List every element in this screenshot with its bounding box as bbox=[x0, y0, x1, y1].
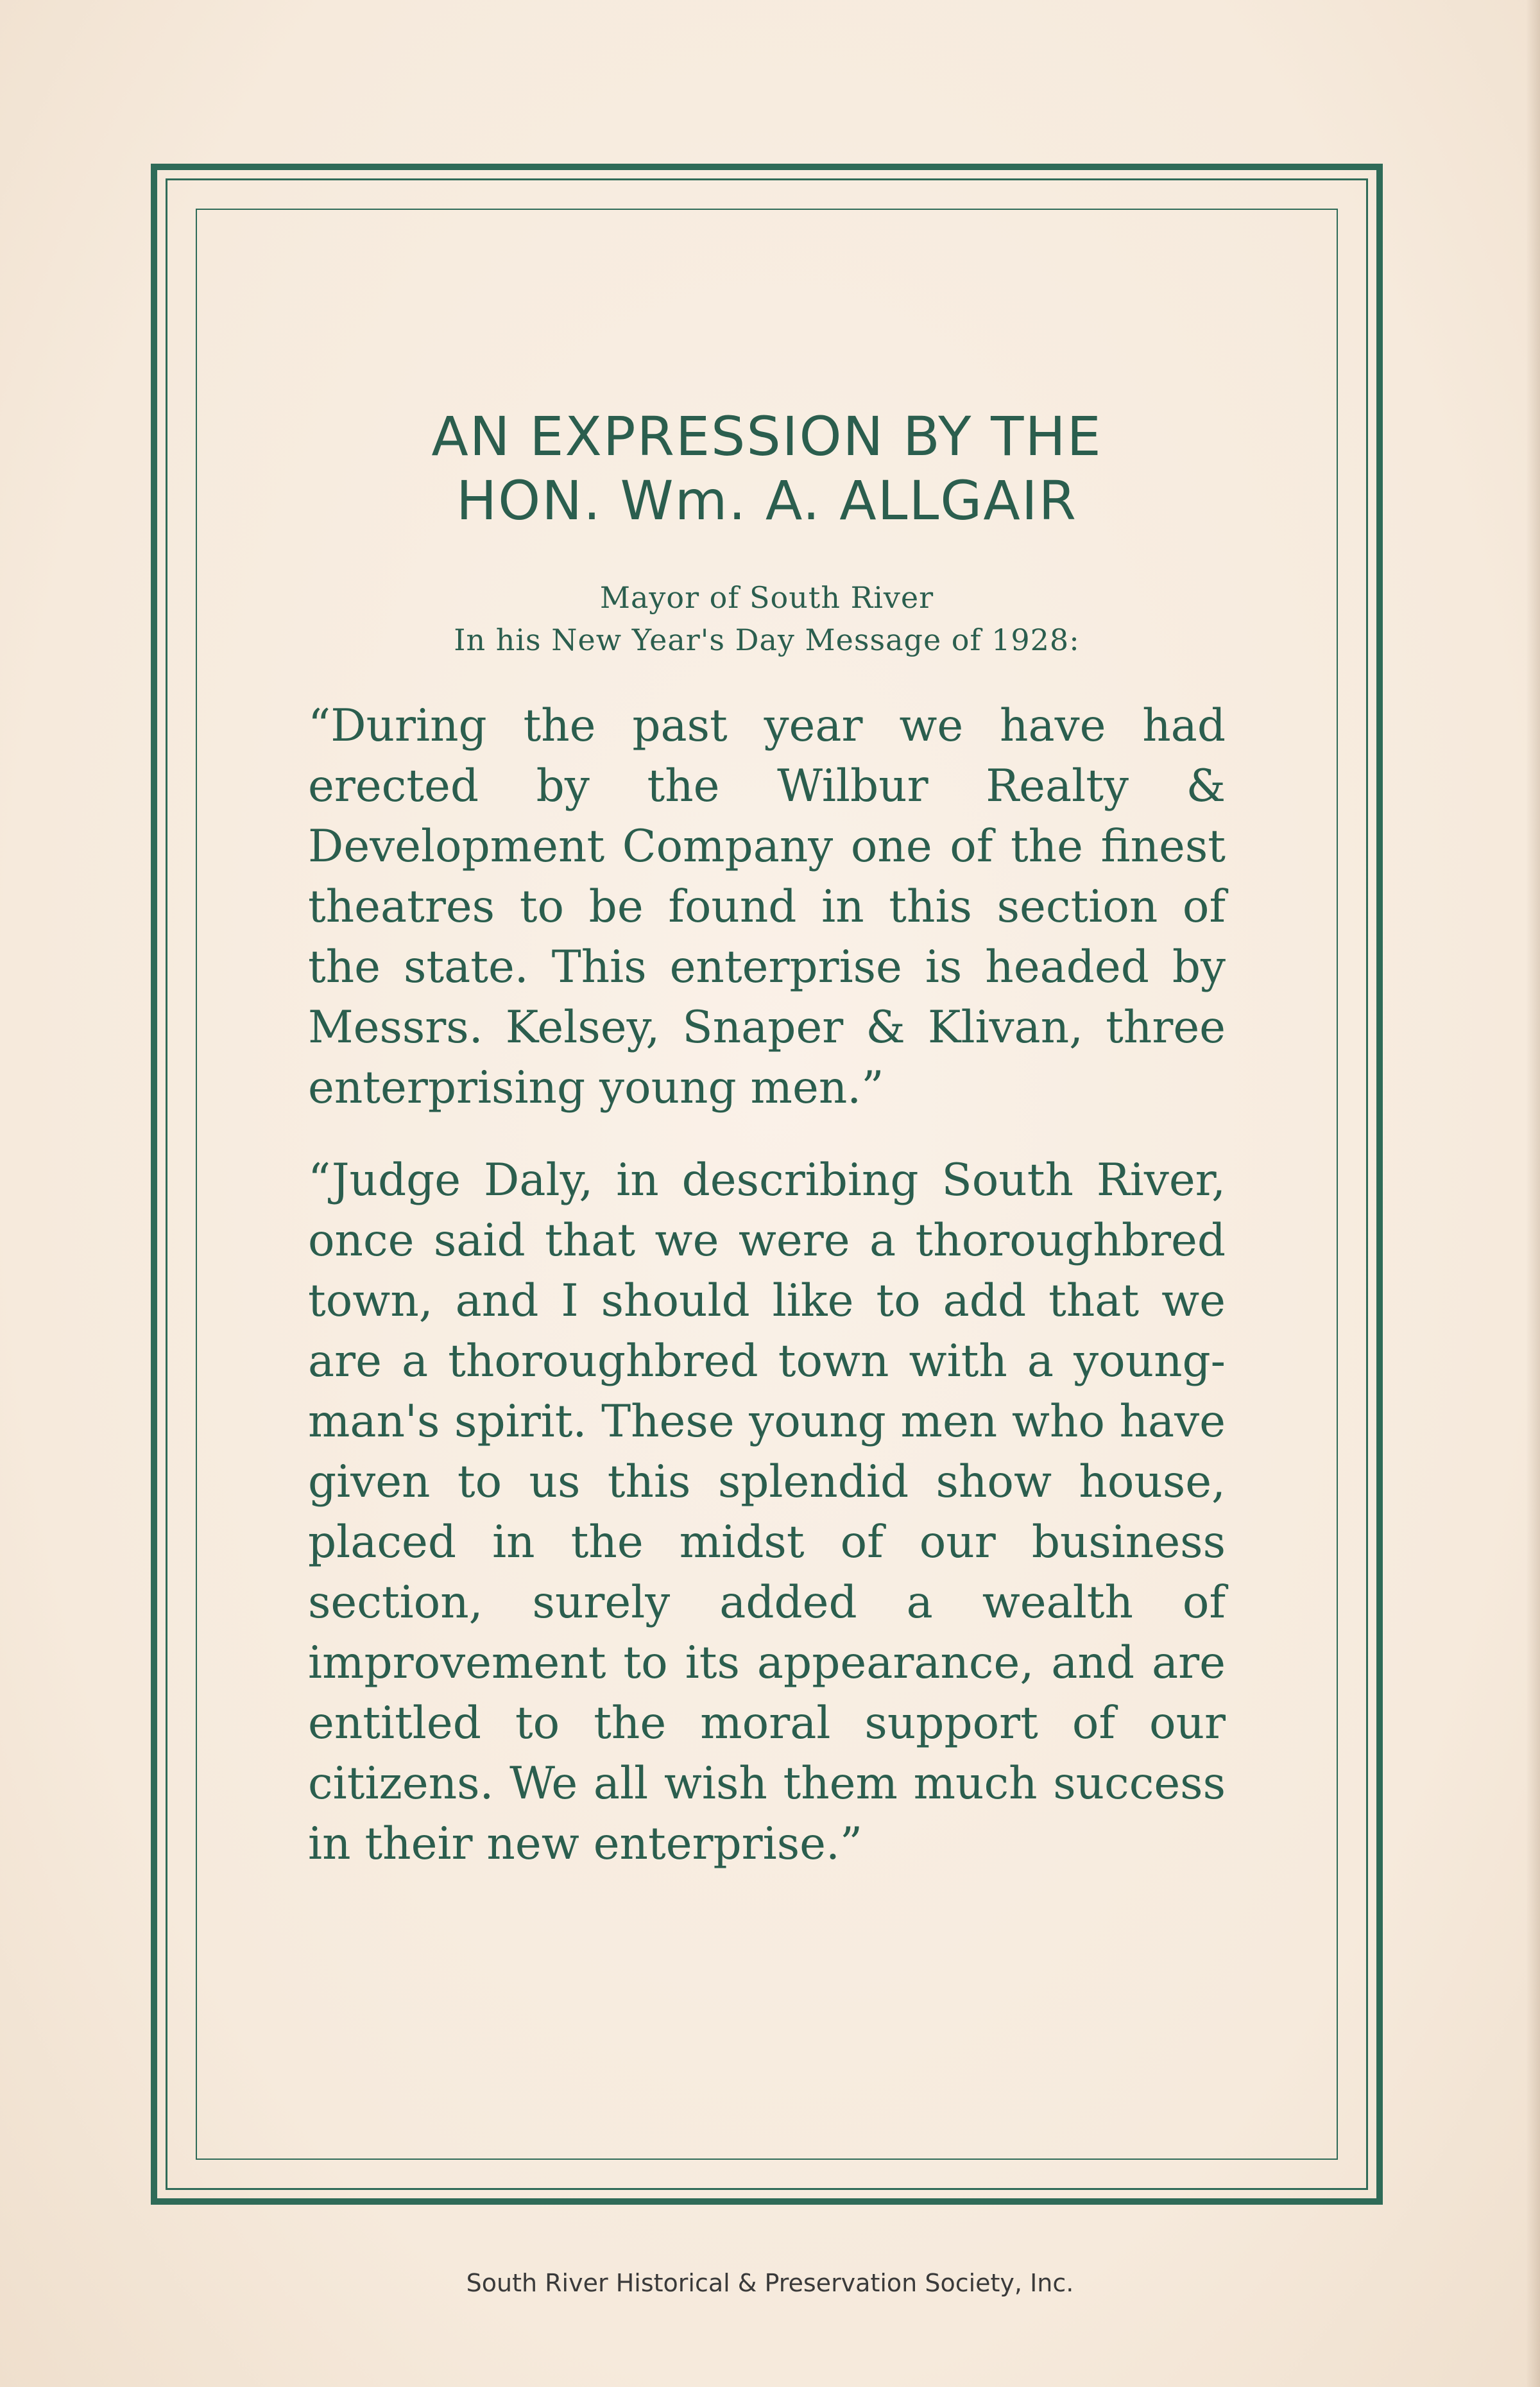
quote-paragraph-1: “During the past year we have had erected by the Wilbur Realty & Development Company one of the finest theatres to be found in this section of the state. This enterprise is headed by Messrs. Kelsey, Snaper & Klivan, three enterprising young men.” bbox=[308, 700, 1226, 1114]
document-content bbox=[308, 404, 1226, 1874]
subtitle-line-1: Mayor of South River bbox=[599, 580, 934, 615]
page-edge-shadow bbox=[1526, 0, 1540, 2387]
subtitle bbox=[308, 576, 1226, 661]
subtitle-line-2: In his New Year's Day Message of 1928: bbox=[454, 623, 1080, 657]
footer-credit: South River Historical & Preservation Society, Inc. bbox=[466, 2269, 1074, 2297]
title-line-1: AN EXPRESSION BY THE bbox=[431, 405, 1102, 468]
quote-paragraph-2: “Judge Daly, in describing South River, once said that we were a thoroughbred town, and I should like to add that we are a thoroughbred town with a young-man's spirit. These young men who have given to us this splendid show house, placed in the midst of our business section, surely added a wealth of improvement to its appearance, and are entitled to the moral support of our citizens. We all wish them much success in their new enterprise.” bbox=[308, 1155, 1226, 1870]
title-line-2: HON. Wm. A. ALLGAIR bbox=[456, 469, 1077, 532]
